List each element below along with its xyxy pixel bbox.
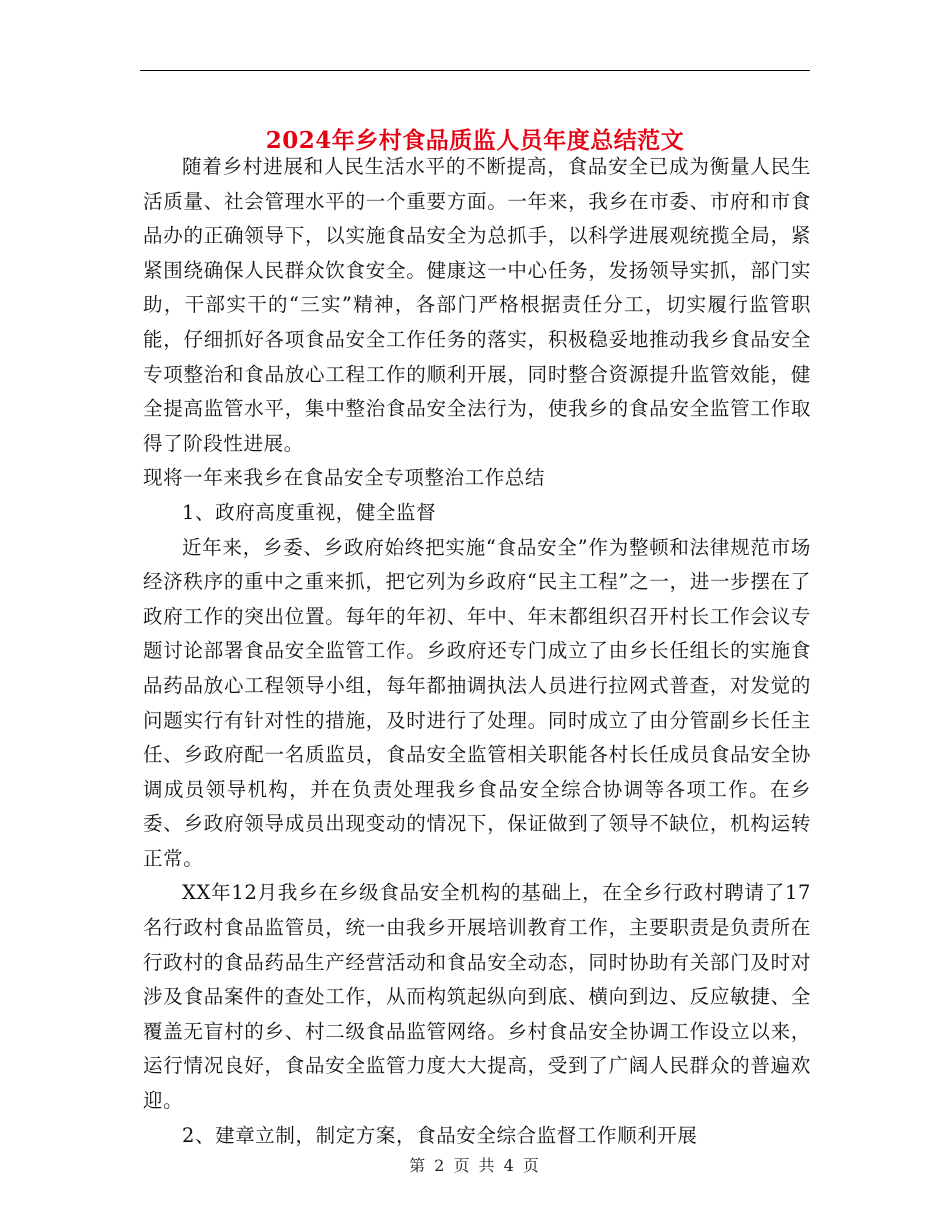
page-number: 第 2 页 共 4 页 — [409, 1156, 541, 1175]
paragraph-summary-lead: 现将一年来我乡在食品安全专项整治工作总结 — [143, 466, 546, 490]
paragraph-section-1: 近年来，乡委、乡政府始终把实施“食品安全”作为整顿和法律规范市场经济秩序的重中之重来抓，把它列为乡政府“民主工程”之一，进一步摆在了政府工作的突出位置。每年的年初、年中、年末都组织召开村长工作会议专题讨论部署食品安全监管工作。乡政府还专门成立了由乡长任组长的实施食品药品放心工程领导小组，每年都抽调执法人员进行拉网式普查，对发觉的问题实行有针对性的措施，及时进行了处理。同时成立了由分管副乡长任主任、乡政府配一名质监员，食品安全监管相关职能各村长任成员食品安全协调成员领导机构，并在负责处理我乡食品安全综合协调等各项工作。在乡委、乡政府领导成员出现变动的情况下，保证做到了领导不缺位，机构运转正常。 — [143, 535, 811, 870]
section-heading-2: 2、建章立制，制定方案，食品安全综合监督工作顺利开展 — [182, 1123, 698, 1147]
paragraph-intro: 随着乡村进展和人民生活水平的不断提高，食品安全已成为衡量人民生活质量、社会管理水平的一个重要方面。一年来，我乡在市委、市府和市食品办的正确领导下，以实施食品安全为总抓手，以科学进展观统揽全局，紧紧围绕确保人民群众饮食安全。健康这一中心任务，发扬领导实抓，部门实助，干部实干的“三实”精神，各部门严格根据责任分工，切实履行监管职能，仔细抓好各项食品安全工作任务的落实，积极稳妥地推动我乡食品安全专项整治和食品放心工程工作的顺利开展，同时整合资源提升监管效能，健全提高监管水平，集中整治食品安全法行为，使我乡的食品安全监管工作取得了阶段性进展。 — [143, 155, 811, 455]
document-title: 2024年乡村食品质监人员年度总结范文 — [265, 127, 685, 155]
document-body — [143, 150, 811, 1153]
section-heading-1: 1、政府高度重视，健全监督 — [182, 500, 437, 524]
header-rule — [140, 70, 810, 71]
paragraph-section-1-cont: XX年12月我乡在乡级食品安全机构的基础上，在全乡行政村聘请了17名行政村食品监管员，统一由我乡开展培训教育工作，主要职责是负责所在行政村的食品药品生产经营活动和食品安全动态，同时协助有关部门及时对涉及食品案件的查处工作，从而构筑起纵向到底、横向到边、反应敏捷、全覆盖无盲村的乡、村二级食品监管网络。乡村食品安全协调工作设立以来，运行情况良好，食品安全监管力度大大提高，受到了广阔人民群众的普遍欢迎。 — [143, 881, 811, 1113]
